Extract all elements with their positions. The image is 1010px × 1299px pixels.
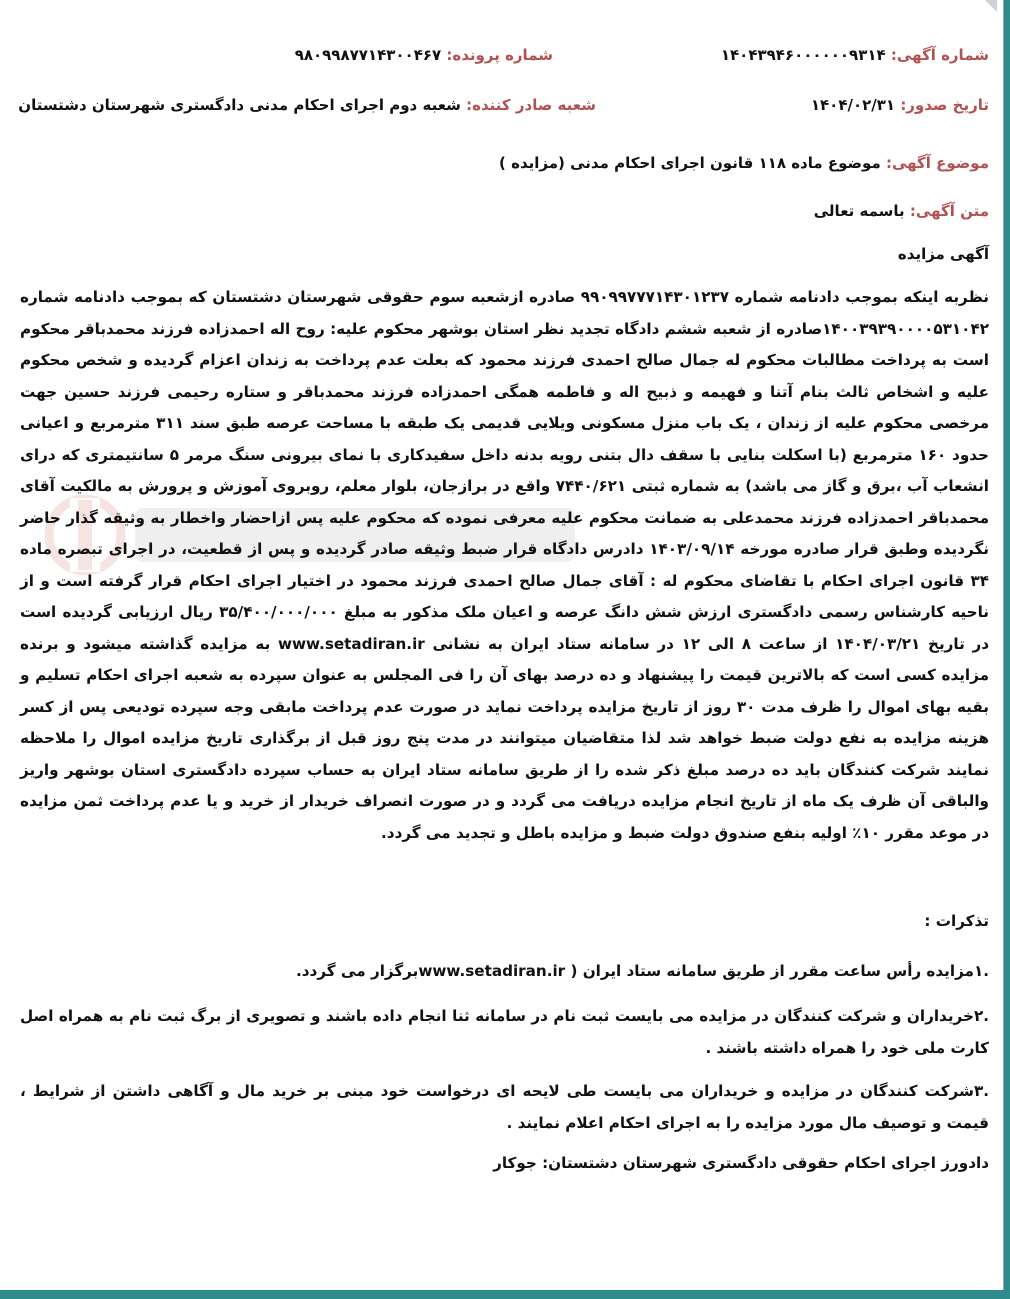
issue-date-label: تاریخ صدور: [900,96,989,114]
issuing-branch-label: شعبه صادر کننده: [466,96,596,114]
signature-line: دادورز اجرای احکام حقوقی دادگستری شهرستان دشتستان: جوکار [493,1154,989,1172]
ad-number-label: شماره آگهی: [890,46,989,64]
notes-title: تذکرات : [924,912,989,930]
auction-heading: آگهی مزایده [897,245,989,263]
note-item-1: .۱مزایده رأس ساعت مقرر از طریق سامانه ستاد ایران ( www.setadiran.irبرگزار می گردد. [295,962,989,980]
issue-date [811,96,989,114]
note-item-2: .۲خریداران و شرکت کنندگان در مزایده می بایست ثبت نام در سامانه ثنا انجام داده باشند و تصویری از برگ ثبت نام به همراه اصل کارت ملی خود را همراه داشته باشند . [20,1007,989,1057]
auction-body-paragraph: نظربه اینکه بموجب دادنامه شماره ۹۹۰۹۹۷۷۷۱۴۳۰۱۲۳۷ صادره ازشعبه سوم حقوقی شهرستان دشتستان که بموجب دادنامه شماره ۱۴۰۰۳۹۳۹۰۰۰۰۵۳۱۰۴۲صادره از شعبه ششم دادگاه تجدید نظر استان بوشهر محکوم علیه: روح اله احمدزاده فرزند محمدباقر محکوم است به پرداخت مطالبات محکوم له جمال صالح احمدی فرزند محمود که بعلت عدم پرداخت به زندان اعزام گردیده و شخص محکوم علیه و اشخاص ثالث بنام آتنا و فهیمه و ذبیح اله و فاطمه همگی احمدزاده فرزند محمدباقر و ستاره رحیمی فرزند حسین جهت مرخصی محکوم علیه از زندان ، یک باب منزل مسکونی ویلایی قدیمی یک طبقه با مساحت عرصه طبق سند ۳۱۱ مترمربع و اعیانی حدود ۱۶۰ مترمربع (با اسکلت بنایی با سقف دال بتنی رویه بدنه داخل سفیدکاری با نمای بیرونی سنگ مرمر ۵ سانتیمتری که درای انشعاب آب ،برق و گاز می باشد) به شماره ثبتی ۷۴۴۰/۶۲۱ واقع در برازجان، بلوار معلم، روبروی آموزش و پرورش به مالکیت آقای محمدباقر احمدزاده فرزند محمدعلی به ضمانت محکوم علیه معرفی نموده که محکوم علیه پس ازاحضار واخطار به وثیقه گذار حاضر نگردیده وطبق قرار صادره مورخه ۱۴۰۳/۰۹/۱۴ دادرس دادگاه قرار ضبط وثیقه صادر گردیده و پس از قطعیت، در اجرای تبصره ماده ۳۴ قانون اجرای احکام با تقاضای محکوم له : آقای جمال صالح احمدی فرزند محمود در اختیار اجرای احکام قرار گرفته است و از ناحیه کارشناس رسمی دادگستری ارزش شش دانگ عرصه و اعیان ملک مذکور به مبلغ ۳۵/۴۰۰/۰۰۰/۰۰۰ ریال ارزیابی گردیده است در تاریخ ۱۴۰۴/۰۳/۲۱ از ساعت ۸ الی ۱۲ در سامانه ستاد ایران به نشانی www.setadiran.ir به مزایده گذاشته میشود و برنده مزایده کسی است که بالاترین قیمت را پیشنهاد و ده درصد بهای آن را فی المجلس به عنوان سپرده به شعبه اجرای احکام تسلیم و بقیه بهای اموال را ظرف مدت ۳۰ روز از تاریخ مزایده پرداخت نماید در صورت عدم پرداخت مابقی وجه سپرده تودیعی پس از کسر هزینه مزایده به نفع دولت ضبط خواهد شد لذا متقاضیان میتوانند در مدت پنج روز قبل از برگذاری تاریخ مزایده اموال را ملاحظه نمایند شرکت کنندگان باید ده درصد مبلغ ذکر شده را از طریق سامانه ستاد ایران به حساب سپرده دادگستری استان بوشهر واریز والباقی آن ظرف یک ماه از تاریخ انجام مزایده دریافت می گردد و در صورت انصراف خریدار از خرید و یا عدم پرداخت ثمن مزایده در موعد مقرر ۱۰٪ اولیه بنفع صندوق دولت ضبط و مزایده باطل و تجدید می گردد. [20,288,990,842]
issuing-branch [18,96,596,114]
ad-number-value: ۱۴۰۴۳۹۴۶۰۰۰۰۰۰۹۳۱۴ [720,46,886,64]
file-number [295,46,553,64]
opening-phrase: باسمه تعالی [813,202,905,220]
ad-subject [499,154,989,172]
file-number-label: شماره پرونده: [446,46,553,64]
ad-number [721,46,989,64]
issue-date-value: ۱۴۰۴/۰۲/۳۱ [810,96,896,114]
ad-text-label: متن آگهی: [909,202,989,220]
ad-subject-value: موضوع ماده ۱۱۸ قانون اجرای احکام مدنی (مزایده ) [499,154,881,172]
ad-text [814,202,989,220]
note-item-3: .۳شرکت کنندگان در مزایده و خریداران می بایست طی لایحه ای درخواست خود مبنی بر خرید مال و آگاهی داشتن از شرایط ، قیمت و توصیف مال مورد مزایده را به اجرای احکام اعلام نمایند . [20,1082,989,1132]
issuing-branch-value: شعبه دوم اجرای احکام مدنی دادگستری شهرستان دشتستان [18,96,461,114]
file-number-value: ۹۸۰۹۹۸۷۷۱۴۳۰۰۴۶۷ [294,46,442,64]
document [20,0,989,1290]
ad-subject-label: موضوع آگهی: [885,154,989,172]
